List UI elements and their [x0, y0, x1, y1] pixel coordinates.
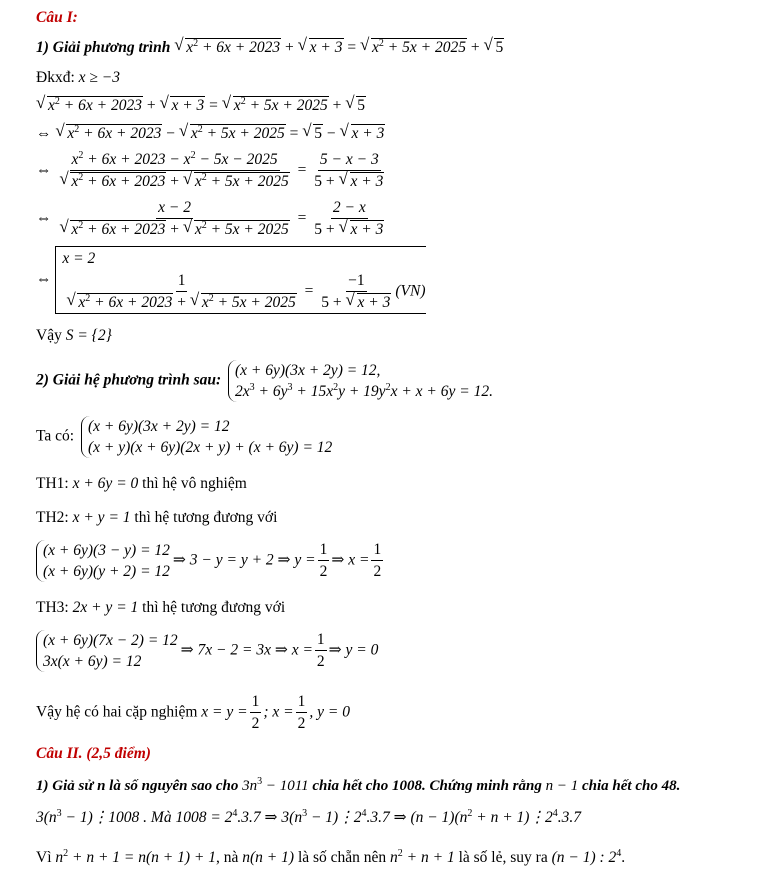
solution-1: Vậy S = {2} [36, 327, 112, 344]
problem-1-line: 1) Giải phương trình √ $x^2 + 6x + 2023$ + √ x + 3 = √ $x^2 + 5x + 2025$ + √ 5 [36, 38, 504, 58]
c2-problem-1: 1) Giả sử n là số nguyên sao cho $3n^3 - 1011$ chia hết cho 1008. Chứng minh rằng n − 1 chia hết cho 48. [36, 776, 681, 794]
step-5-cases: ⇔ x = 2 1 √ $x^2 + 6x + 2023$ + √ $x^2 + 5x + 2025$ = $\frac{-1}{5 + √ x + 3}$ (VN) [36, 246, 426, 314]
taco-line: Ta có: (x + 6y)(3x + 2y) = 12 (x + y)(x + 6y)(2x + y) + (x + 6y) = 12 [36, 418, 333, 456]
case-1: TH1: x + 6y = 0 thì hệ vô nghiệm [36, 475, 247, 492]
step-3: ⇔ $x^2 + 6x + 2023 - x^2 - 5x - 2025$ √ $x^2 + 6x + 2023$ + √ $x^2 + 5x + 2025$ = $\frac{5 - x - 3}{5 + √ x + 3}$ [36, 150, 388, 192]
case-2-system: (x + 6y)(3 − y) = 12 (x + 6y)(y + 2) = 12 ⇒ 3 − y = y + 2 ⇒ y = $\frac{1}{2}$ ⇒ x = $\frac{1}{2}$ [36, 540, 385, 582]
case-3-system: (x + 6y)(7x − 2) = 12 3x(x + 6y) = 12 ⇒ 7x − 2 = 3x ⇒ x = $\frac{1}{2}$ ⇒ y = 0 [36, 630, 378, 672]
step-1: √ $x^2 + 6x + 2023$ + √ x + 3 = √ $x^2 + 5x + 2025$ + √ 5 [36, 96, 366, 116]
domain-condition: Đkxđ: x ≥ −3 [36, 69, 120, 86]
step-4: ⇔ x − 2 √ $x^2 + 6x + 2023$ + √ $x^2 + 5x + 2025$ = $\frac{2 - x}{5 + √ x + 3}$ [36, 198, 388, 240]
c2-line-2: Vì $n^2 + n + 1 = n(n + 1) + 1$, nà n(n + 1) là số chẵn nên $n^2 + n + 1$ là số lẻ, suy ra (n − 1) : $2^4$. [36, 848, 626, 866]
section-heading-2: Câu II. (2,5 điểm) [36, 745, 151, 762]
case-2: TH2: x + y = 1 thì hệ tương đương với [36, 509, 278, 526]
c2-line-1: $3(n^3$ − 1)⋮1008 . Mà $1008 = 2^4.3.7$ ⇒ $3(n^3$ − $1)⋮2^4.3.7$ ⇒ $(n - 1)(n^2 + n$ + $1)⋮2^4.3.7$ [36, 808, 581, 826]
problem-1-title: 1) Giải phương trình [36, 39, 171, 56]
problem-2-line: 2) Giải hệ phương trình sau: (x + 6y)(3x + 2y) = 12, $2x^3 + 6y^3 + 15x^2y + 19y^2x + x + 6y = 12$. [36, 362, 493, 400]
section-heading-1: Câu I: [36, 9, 78, 26]
step-2: ⇔ √ $x^2 + 6x + 2023$ − √ $x^2 + 5x + 2025$ = √ 5 − √ x + 3 [36, 124, 385, 144]
case-3: TH3: 2x + y = 1 thì hệ tương đương với [36, 599, 286, 616]
final-conclusion: Vậy hệ có hai cặp nghiệm x = y = $\frac{1}{2}$ ; x = $\frac{1}{2}$ , y = 0 [36, 693, 350, 732]
